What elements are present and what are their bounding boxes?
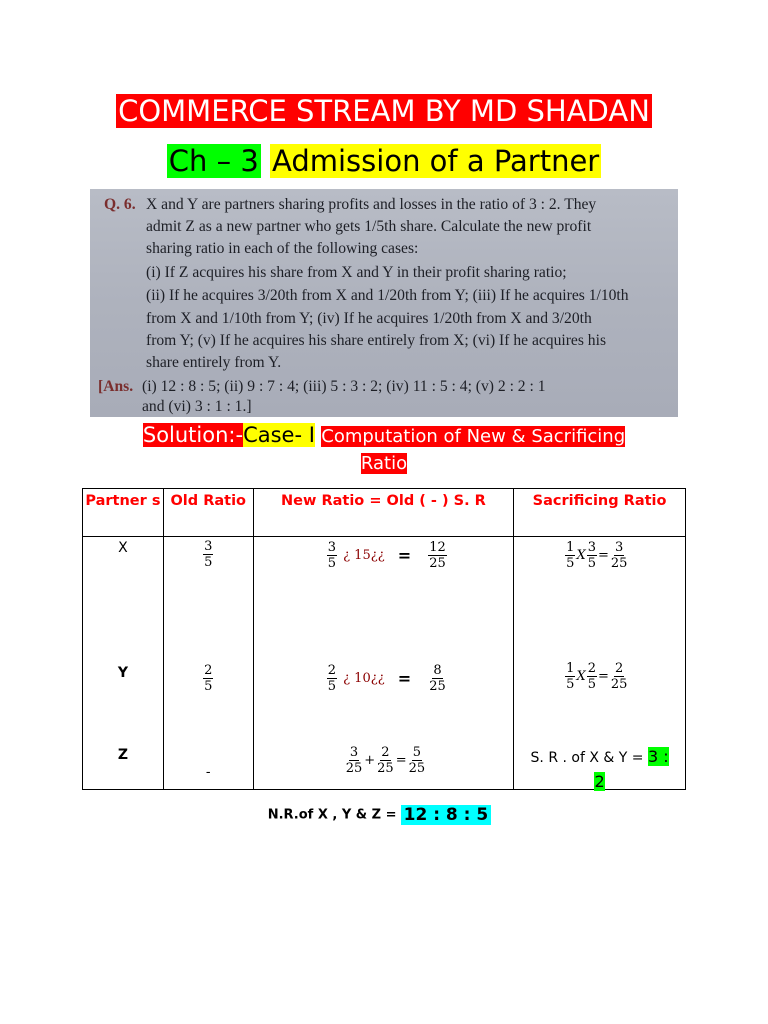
title-text: COMMERCE STREAM BY MD SHADAN [118,94,650,128]
solution-heading-part2: Ratio [360,453,408,474]
new-ratio-x: $\frac{3}{5}$ ¿ 15¿¿ = $\frac{12}{25}$ [327,540,446,571]
answer-label: [Ans. [98,378,134,395]
chapter-heading [0,142,768,180]
question-number: Q. 6. [104,196,136,213]
answer-line: (i) 12 : 8 : 5; (ii) 9 : 7 : 4; (iii) 5 : 3 : 2; (iv) 11 : 5 : 4; (v) 2 : 2 : 1 [142,378,546,395]
page-title [0,92,768,130]
header-new-ratio: New Ratio = Old ( - ) S. R [253,489,513,537]
new-ratio-y: $\frac{2}{5}$ ¿ 10¿¿ = $\frac{8}{25}$ [327,663,446,694]
header-partners: Partner s [83,489,164,537]
sacrificing-ratio-y: $\frac{1}{5}$ X $\frac{2}{5}$ = $\frac{2}{25}$ [566,661,628,692]
solution-label: Solution:- [142,423,244,447]
new-ratio-z: $\frac{3}{25}$ + $\frac{2}{25}$ = $\frac{5}{25}$ [345,745,426,776]
sacrificing-ratio-x: $\frac{1}{5}$ X $\frac{3}{5}$ = $\frac{3}{25}$ [566,540,628,571]
partner-x: X [118,540,128,556]
question-line: (i) If Z acquires his share from X and Y in their profit sharing ratio; [146,264,567,281]
sacrificing-ratio-value-1: 3 : [647,747,669,766]
question-line: from Y; (v) If he acquires his share entirely from X; (vi) If he acquires his [146,332,607,349]
answer-line: and (vi) 3 : 1 : 1.] [142,398,252,415]
partner-z: Z [117,747,128,763]
old-ratio-y: $\frac{2}{5}$ [204,663,213,694]
question-line: (ii) If he acquires 3/20th from X and 1/20th from Y; (iii) If he acquires 1/10th [146,287,629,304]
new-ratio-value: 12 : 8 : 5 [401,805,492,825]
sacrificing-ratio-value-2: 2 [594,772,605,791]
ratio-table [82,488,686,825]
question-line: admit Z as a new partner who gets 1/5th share. Calculate the new profit [146,218,592,235]
new-ratio-summary: N.R.of X , Y & Z = 12 : 8 : 5 [268,805,492,825]
table-body-row [83,537,686,790]
partners-cell [83,537,164,790]
chapter-label: Ch – 3 [168,144,259,178]
table-header-row [83,489,686,537]
solution-heading-part1: Computation of New & Sacrificing [321,426,626,447]
question-photo [90,189,678,417]
sacrificing-ratio-cell [514,537,686,790]
question-line: sharing ratio in each of the following cases: [146,240,419,257]
old-ratio-x: $\frac{3}{5}$ [204,539,213,570]
sacrificing-ratio-summary: S. R . of X & Y = 3 : 2 [530,747,669,791]
partner-y: Y [117,665,128,681]
question-line: share entirely from Y. [146,354,282,371]
case-label: Case- I [243,423,315,447]
chapter-title: Admission of a Partner [272,144,600,178]
header-sacrificing-ratio: Sacrificing Ratio [514,489,686,537]
solution-heading-cont [0,452,768,476]
new-ratio-cell [253,537,513,825]
header-old-ratio: Old Ratio [163,489,253,537]
solution-heading [0,422,768,450]
old-ratio-cell [163,537,253,790]
old-ratio-z: - [205,765,211,780]
question-line: from X and 1/10th from Y; (iv) If he acquires 1/20th from X and 3/20th [146,310,592,327]
question-line: X and Y are partners sharing profits and losses in the ratio of 3 : 2. They [146,196,597,213]
